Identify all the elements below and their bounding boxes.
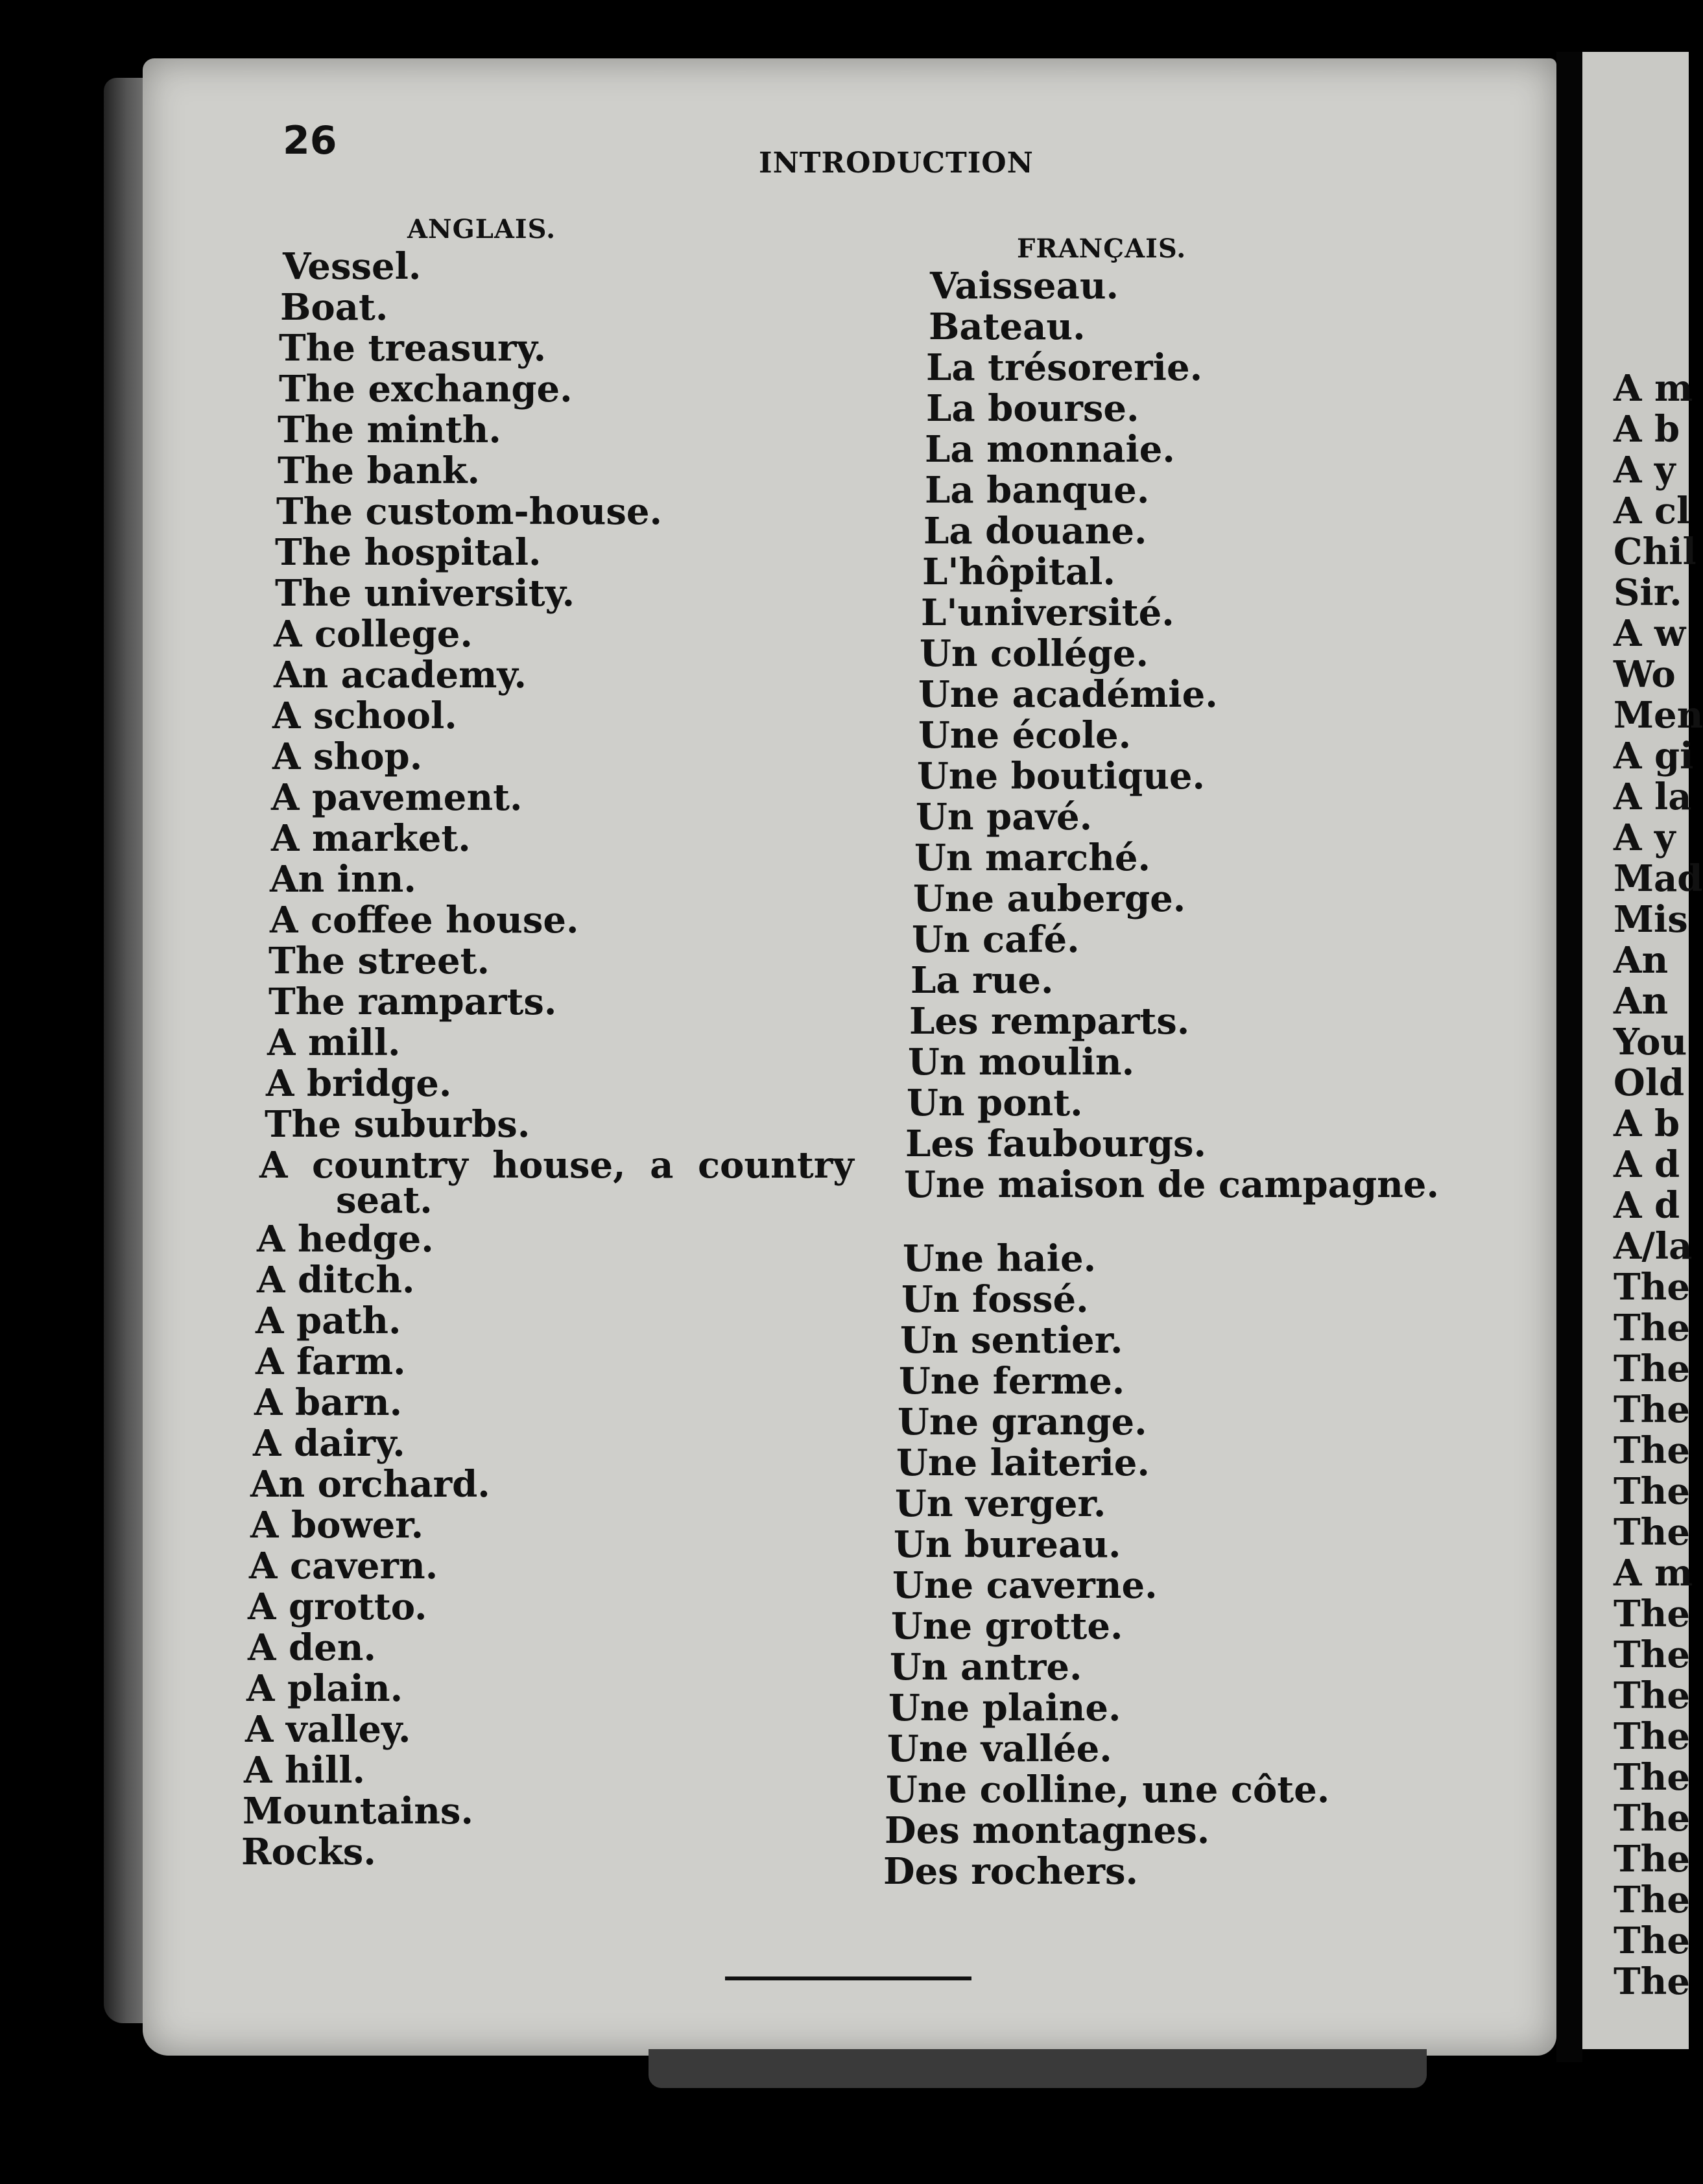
- french-entry: Un fossé.: [901, 1278, 1089, 1321]
- french-entry: La rue.: [911, 959, 1054, 1002]
- facing-page-fragment: A y: [1614, 449, 1676, 492]
- english-entry: A hill.: [244, 1749, 365, 1792]
- french-entry: L'hôpital.: [922, 551, 1115, 593]
- english-entry: A country house, a country: [259, 1144, 854, 1187]
- facing-page-fragment: A gi: [1614, 735, 1694, 777]
- french-entry: Une auberge.: [913, 877, 1186, 920]
- french-entry: Une colline, une côte.: [886, 1768, 1330, 1811]
- english-entry: A path.: [256, 1300, 401, 1342]
- english-entry: A valley.: [245, 1708, 411, 1751]
- english-entry: The hospital.: [275, 531, 542, 574]
- facing-page-fragment: A d: [1614, 1143, 1680, 1186]
- facing-page-fragment: A w: [1614, 612, 1686, 655]
- english-entry: A coffee house.: [270, 899, 579, 942]
- facing-page-fragment: A m: [1614, 1552, 1693, 1595]
- facing-page-fragment: The: [1614, 1838, 1691, 1881]
- french-entry: Un antre.: [890, 1646, 1082, 1689]
- english-entry: A den.: [248, 1626, 376, 1669]
- book-gutter: [1556, 52, 1582, 2062]
- facing-page-fragment: The: [1614, 1470, 1691, 1513]
- english-entry: A hedge.: [257, 1218, 434, 1261]
- page-bottom-shadow: [649, 2049, 1427, 2088]
- french-entry: Une académie.: [918, 673, 1218, 716]
- french-entry: Un moulin.: [908, 1041, 1135, 1084]
- facing-page-fragment: Wo: [1614, 653, 1676, 696]
- facing-page-fragment: An: [1614, 939, 1669, 982]
- english-entry: A pavement.: [271, 776, 523, 819]
- english-entry: A shop.: [272, 735, 423, 778]
- english-entry: The exchange.: [279, 368, 573, 410]
- english-entry: An inn.: [270, 858, 416, 901]
- english-column-header: ANGLAIS.: [407, 214, 556, 244]
- english-entry: Mountains.: [243, 1790, 473, 1833]
- french-entry: Une boutique.: [917, 755, 1206, 798]
- english-entry: A bridge.: [266, 1062, 452, 1105]
- section-end-rule: [725, 1976, 971, 1980]
- facing-page-fragment: The: [1614, 1429, 1691, 1472]
- english-entry: A plain.: [246, 1667, 403, 1710]
- french-entry: Un pavé.: [916, 796, 1093, 838]
- facing-page-fragment: An: [1614, 980, 1669, 1023]
- facing-page-fragment: Mad: [1614, 857, 1703, 900]
- english-entry: The ramparts.: [268, 980, 557, 1023]
- french-entry: La trésorerie.: [926, 346, 1203, 389]
- english-entry: A mill.: [267, 1021, 401, 1064]
- facing-page-fragment: The: [1614, 1879, 1691, 1921]
- english-entry: A bower.: [250, 1504, 424, 1547]
- facing-page-fragment: Mis: [1614, 898, 1688, 941]
- french-entry: L'université.: [921, 591, 1174, 634]
- facing-page-fragment: The: [1614, 1307, 1691, 1349]
- english-entry: A school.: [272, 694, 457, 737]
- english-entry: The bank.: [278, 449, 480, 492]
- facing-page-fragment: The: [1614, 1633, 1691, 1676]
- english-entry: A ditch.: [257, 1259, 415, 1301]
- english-entry: A market.: [271, 817, 471, 860]
- facing-page-fragment: A cl: [1614, 490, 1691, 532]
- facing-page-fragment: The: [1614, 1266, 1691, 1309]
- facing-page-fragment: The: [1614, 1919, 1691, 1962]
- facing-page-fragment: A/la: [1614, 1225, 1693, 1268]
- facing-page-fragment: The: [1614, 1797, 1691, 1840]
- english-entry: A barn.: [254, 1381, 403, 1424]
- facing-page-fragment: A la: [1614, 776, 1692, 818]
- french-entry: Une école.: [918, 714, 1132, 757]
- facing-page-fragment: Old: [1614, 1062, 1685, 1104]
- facing-page-fragment: The: [1614, 1960, 1691, 2003]
- french-entry: Les faubourgs.: [905, 1122, 1207, 1165]
- facing-page-fragment: You: [1614, 1021, 1687, 1063]
- french-entry: Une plaine.: [888, 1687, 1121, 1729]
- french-entry: La banque.: [925, 469, 1150, 512]
- french-entry: Des montagnes.: [885, 1809, 1210, 1852]
- running-head: INTRODUCTION: [759, 147, 1034, 180]
- facing-page-fragment: The: [1614, 1388, 1691, 1431]
- english-entry: The suburbs.: [265, 1103, 530, 1146]
- french-entry: Les remparts.: [909, 1000, 1190, 1043]
- facing-page-fragment: Sir.: [1614, 571, 1682, 614]
- french-entry: Un verger.: [895, 1482, 1106, 1525]
- french-entry: Une maison de campagne.: [904, 1163, 1439, 1206]
- facing-page-fragment: Chil: [1614, 530, 1697, 573]
- english-entry: A dairy.: [253, 1422, 405, 1465]
- french-column-header: FRANÇAIS.: [1017, 233, 1187, 264]
- french-column: [882, 266, 1466, 1952]
- facing-page-fragment: A y: [1614, 816, 1676, 859]
- french-entry: Un pont.: [907, 1082, 1083, 1124]
- french-entry: Bateau.: [929, 305, 1086, 348]
- facing-page-fragment: The: [1614, 1674, 1691, 1717]
- french-entry: Un bureau.: [894, 1523, 1121, 1566]
- facing-page-fragment: The: [1614, 1715, 1691, 1758]
- french-entry: Une grange.: [898, 1401, 1147, 1443]
- french-entry: Des rochers.: [883, 1850, 1139, 1893]
- english-entry: The university.: [275, 572, 575, 615]
- english-entry: A college.: [274, 613, 473, 656]
- french-entry: Une ferme.: [899, 1360, 1125, 1403]
- facing-page-fragment: A m: [1614, 367, 1693, 410]
- english-entry: Vessel.: [283, 245, 422, 288]
- french-entry: Un collége.: [920, 632, 1149, 675]
- english-entry: The treasury.: [279, 327, 547, 370]
- english-entry: The custom-house.: [276, 490, 662, 533]
- english-entry: The street.: [268, 940, 490, 982]
- english-entry: The minth.: [278, 409, 501, 451]
- french-entry: Un café.: [912, 918, 1080, 961]
- facing-page-fragment: The: [1614, 1593, 1691, 1635]
- french-entry: Une laiterie.: [896, 1442, 1150, 1484]
- facing-page-fragment: A b: [1614, 1102, 1680, 1145]
- english-entry: A farm.: [256, 1340, 406, 1383]
- page-number: 26: [283, 118, 337, 163]
- french-entry: Un marché.: [914, 837, 1151, 879]
- english-entry: A cavern.: [249, 1545, 438, 1587]
- french-entry: La bourse.: [926, 387, 1139, 430]
- facing-page-fragment: A d: [1614, 1184, 1680, 1227]
- facing-page-fragment: A b: [1614, 408, 1680, 451]
- french-entry: Un sentier.: [900, 1319, 1123, 1362]
- english-entry-continuation: seat.: [336, 1179, 433, 1222]
- english-entry: An orchard.: [250, 1463, 490, 1506]
- facing-page-fragment: The: [1614, 1511, 1691, 1554]
- french-entry: Une vallée.: [887, 1727, 1112, 1770]
- english-entry: A grotto.: [248, 1585, 427, 1628]
- french-entry: Une haie.: [903, 1237, 1097, 1280]
- english-column: [233, 246, 882, 1932]
- french-entry: La douane.: [923, 510, 1147, 552]
- french-entry: Une caverne.: [892, 1564, 1158, 1607]
- facing-page-fragment: Men: [1614, 694, 1703, 737]
- french-entry: La monnaie.: [925, 428, 1175, 471]
- french-entry: Vaisseau.: [930, 265, 1119, 307]
- english-entry: Rocks.: [241, 1831, 376, 1873]
- facing-page-fragment: The: [1614, 1756, 1691, 1799]
- english-entry: An academy.: [274, 654, 527, 696]
- english-entry: Boat.: [280, 286, 388, 329]
- french-entry: Une grotte.: [891, 1605, 1123, 1648]
- facing-page-fragment: The: [1614, 1347, 1691, 1390]
